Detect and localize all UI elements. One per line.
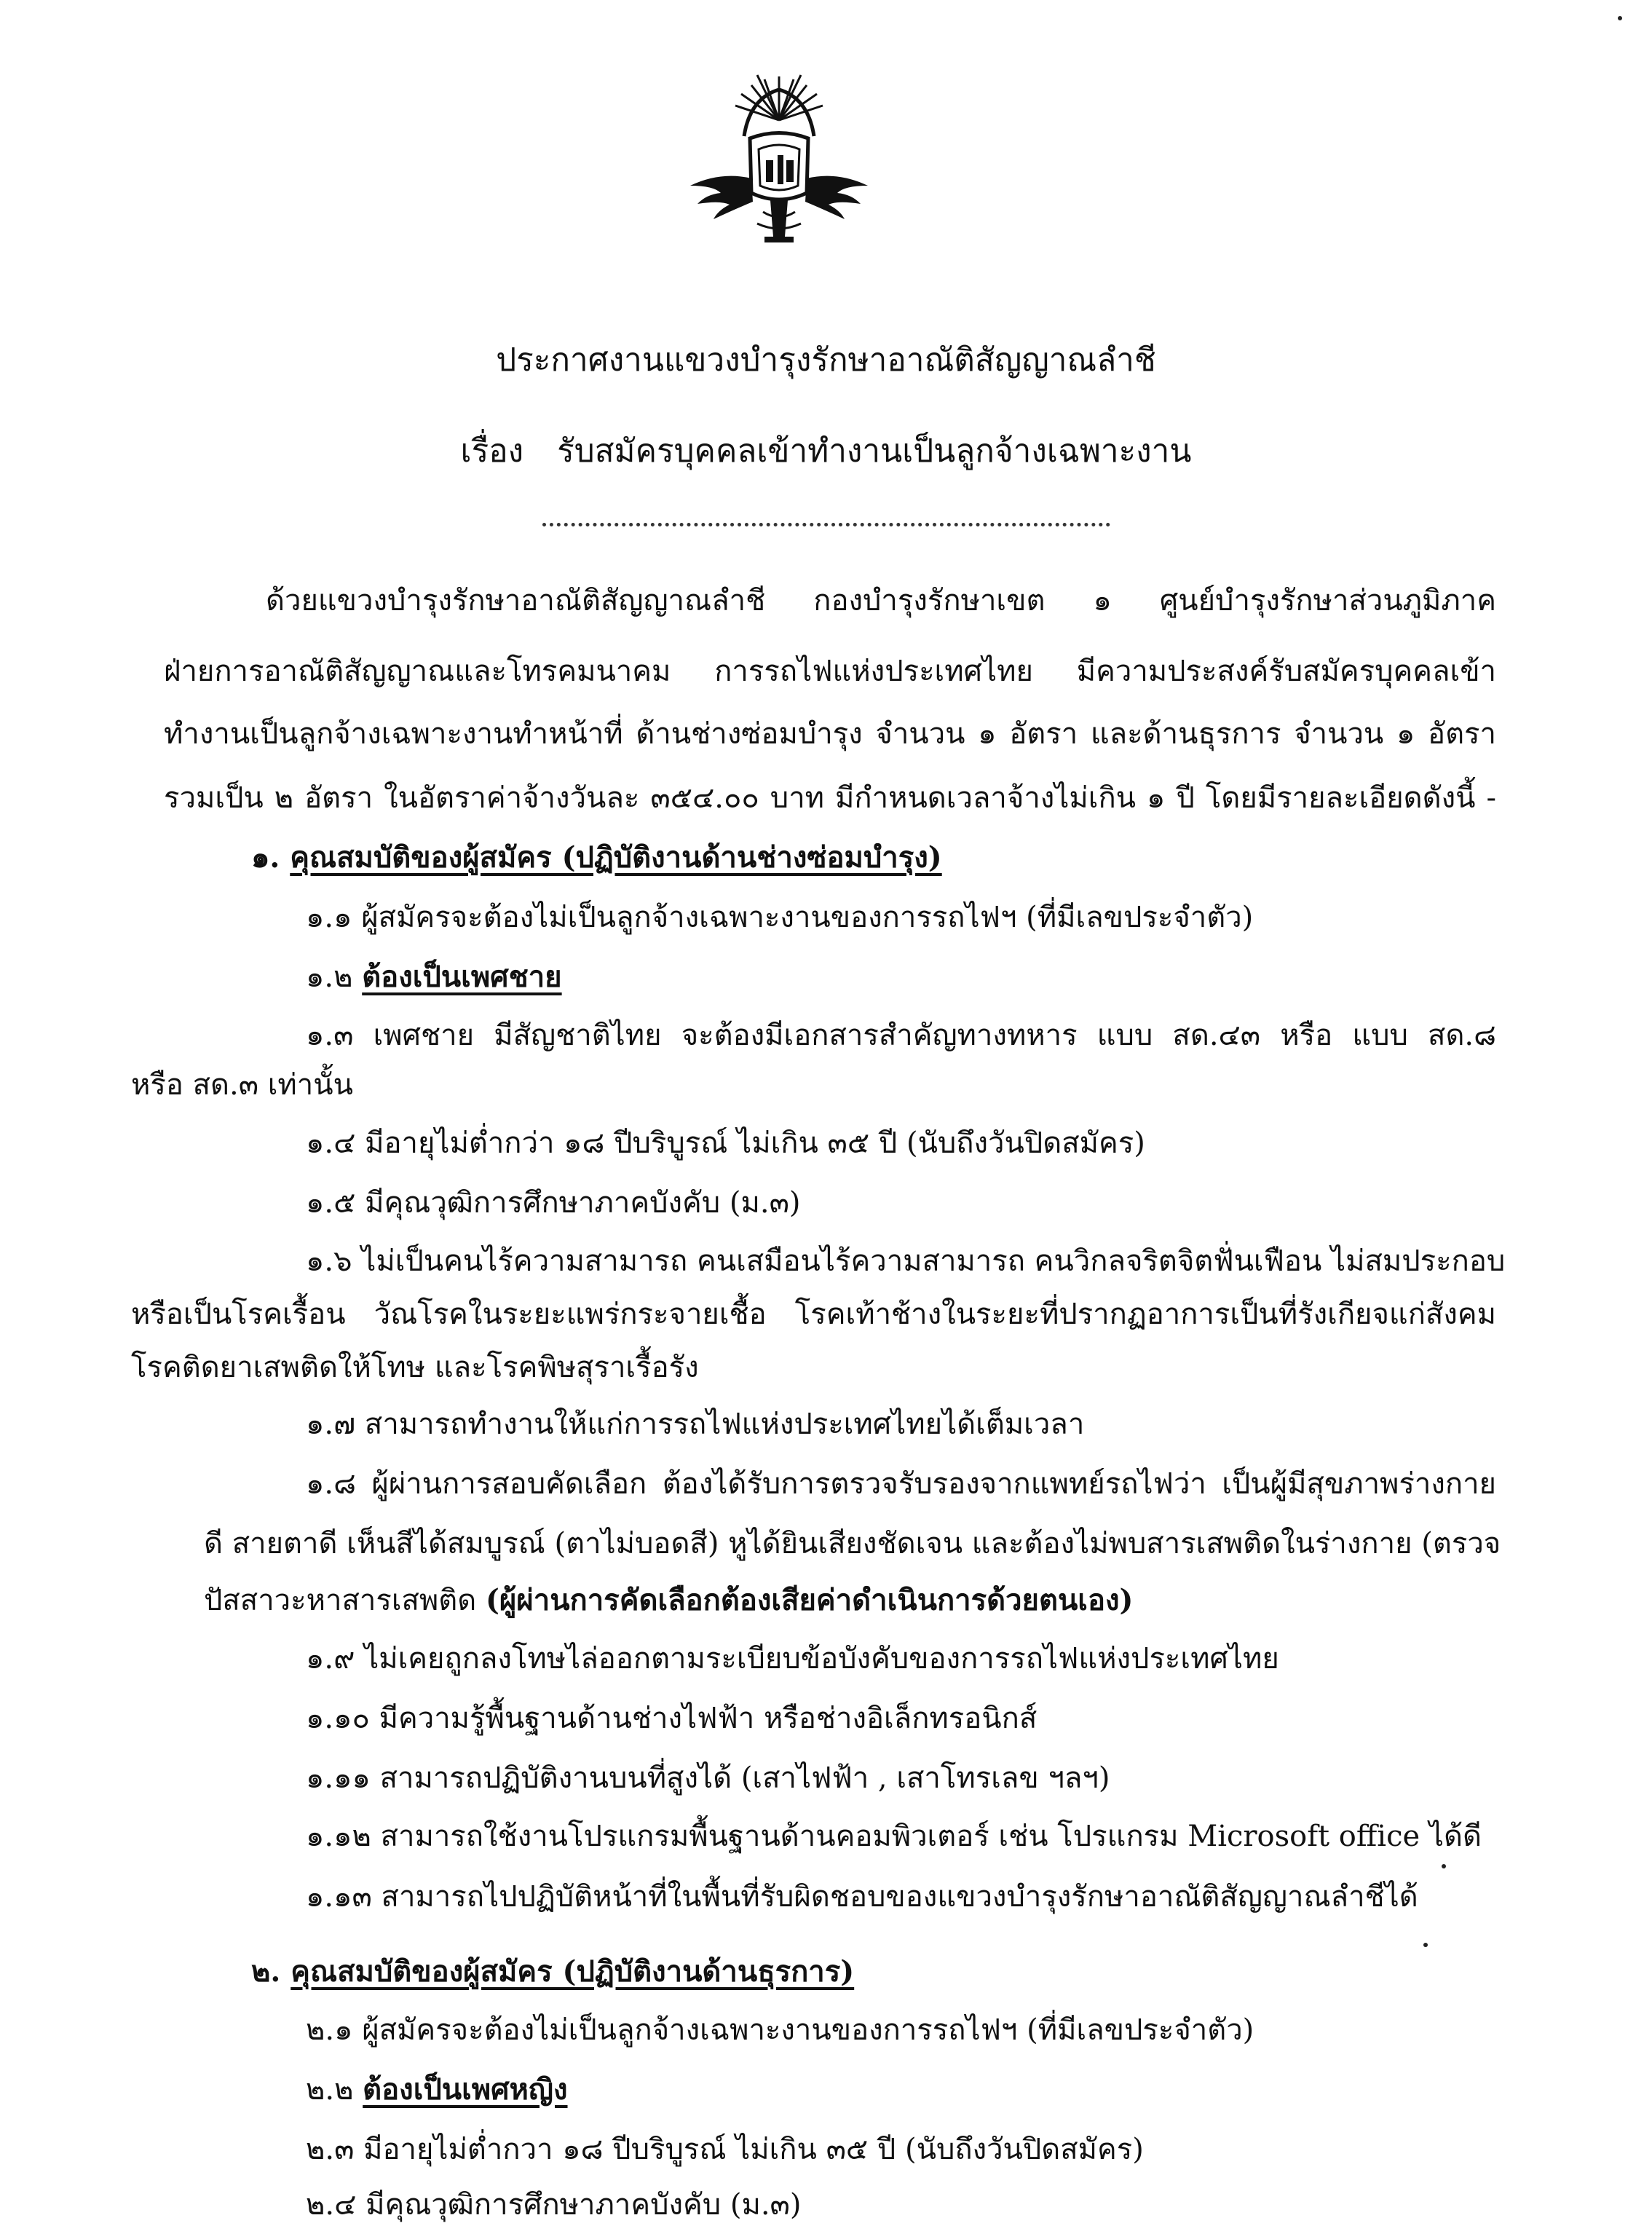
intro-line-2: ฝ่ายการอาณัติสัญญาณและโทรคมนาคม การรถไฟแห่งประเทศไทย มีความประสงค์รับสมัครบุคคลเข้า bbox=[164, 655, 1496, 688]
announcement-subject bbox=[0, 430, 1652, 473]
section-1-number: ๑. bbox=[251, 840, 280, 875]
intro-line-1: ด้วยแขวงบำรุงรักษาอาณัติสัญญาณลำชี กองบำรุงรักษาเขต ๑ ศูนย์บำรุงรักษาส่วนภูมิภาค bbox=[266, 584, 1496, 617]
item-1-12: ๑.๑๒ สามารถใช้งานโปรแกรมพื้นฐานด้านคอมพิวเตอร์ เช่น โปรแกรม Microsoft office ได้ดี bbox=[306, 1820, 1482, 1853]
subject-label: เรื่อง bbox=[460, 433, 524, 470]
item-1-8-plain-text: ปัสสาวะหาสารเสพติด bbox=[204, 1584, 477, 1617]
item-1-8-line-3 bbox=[204, 1579, 1133, 1622]
item-1-5: ๑.๕ มีคุณวุฒิการศึกษาภาคบังคับ (ม.๓) bbox=[306, 1186, 801, 1220]
item-2-2-number: ๒.๒ bbox=[306, 2073, 354, 2107]
item-2-2 bbox=[306, 2068, 568, 2112]
item-1-6-line-2: หรือเป็นโรคเรื้อน วัณโรคในระยะแพร่กระจายเชื้อ โรคเท้าช้างในระยะที่ปรากฏอาการเป็นที่รังเกียจแก่สังคม bbox=[131, 1298, 1496, 1331]
subject-text: รับสมัครบุคคลเข้าทำงานเป็นลูกจ้างเฉพาะงาน bbox=[557, 433, 1192, 470]
item-1-2 bbox=[306, 955, 562, 999]
scan-speck bbox=[1423, 1943, 1428, 1947]
item-1-8-line-1: ๑.๘ ผู้ผ่านการสอบคัดเลือก ต้องได้รับการตรวจรับรองจากแพทย์รถไฟว่า เป็นผู้มีสุขภาพร่างกาย bbox=[306, 1467, 1496, 1501]
scan-speck bbox=[1442, 1864, 1446, 1868]
item-1-8-bold-note: (ผู้ผ่านการคัดเลือกต้องเสียค่าดำเนินการด้วยตนเอง) bbox=[485, 1583, 1134, 1617]
item-1-10: ๑.๑๐ มีความรู้พื้นฐานด้านช่างไฟฟ้า หรือช่างอิเล็กทรอนิกส์ bbox=[306, 1702, 1038, 1735]
dotted-divider bbox=[542, 523, 1110, 526]
item-1-3-line-2: หรือ สด.๓ เท่านั้น bbox=[131, 1068, 353, 1102]
section-1-heading-text: คุณสมบัติของผู้สมัคร (ปฏิบัติงานด้านช่างซ่อมบำรุง) bbox=[290, 840, 942, 875]
item-2-2-text: ต้องเป็นเพศหญิง bbox=[363, 2072, 568, 2107]
item-1-6-line-3: โรคติดยาเสพติดให้โทษ และโรคพิษสุราเรื้อรัง bbox=[131, 1351, 699, 1384]
item-1-3-line-1: ๑.๓ เพศชาย มีสัญชาติไทย จะต้องมีเอกสารสำคัญทางทหาร แบบ สด.๔๓ หรือ แบบ สด.๘ bbox=[306, 1019, 1496, 1052]
item-1-11: ๑.๑๑ สามารถปฏิบัติงานบนที่สูงได้ (เสาไฟฟ้า , เสาโทรเลข ฯลฯ) bbox=[306, 1761, 1110, 1795]
item-1-6-line-1: ๑.๖ ไม่เป็นคนไร้ความสามารถ คนเสมือนไร้ความสามารถ คนวิกลจริตจิตฟั่นเฟือน ไม่สมประกอบ bbox=[306, 1244, 1506, 1278]
item-1-7: ๑.๗ สามารถทำงานให้แก่การรถไฟแห่งประเทศไทยได้เต็มเวลา bbox=[306, 1408, 1085, 1441]
item-1-8-line-2: ดี สายตาดี เห็นสีได้สมบูรณ์ (ตาไม่บอดสี) หูได้ยินเสียงชัดเจน และต้องไม่พบสารเสพติดในร่างกาย (ตรวจ bbox=[204, 1527, 1501, 1560]
item-1-1: ๑.๑ ผู้สมัครจะต้องไม่เป็นลูกจ้างเฉพาะงานของการรถไฟฯ (ที่มีเลขประจำตัว) bbox=[306, 901, 1254, 934]
item-1-9: ๑.๙ ไม่เคยถูกลงโทษไล่ออกตามระเบียบข้อบังคับของการรถไฟแห่งประเทศไทย bbox=[306, 1642, 1279, 1676]
item-1-4: ๑.๔ มีอายุไม่ต่ำกว่า ๑๘ ปีบริบูรณ์ ไม่เกิน ๓๕ ปี (นับถึงวันปิดสมัคร) bbox=[306, 1126, 1145, 1160]
state-railway-of-thailand-emblem-icon bbox=[677, 69, 881, 262]
item-2-1: ๒.๑ ผู้สมัครจะต้องไม่เป็นลูกจ้างเฉพาะงานของการรถไฟฯ (ที่มีเลขประจำตัว) bbox=[306, 2013, 1254, 2047]
section-2-heading-text: คุณสมบัติของผู้สมัคร (ปฏิบัติงานด้านธุรการ) bbox=[291, 1954, 855, 1989]
item-1-13: ๑.๑๓ สามารถไปปฏิบัติหน้าที่ในพื้นที่รับผิดชอบของแขวงบำรุงรักษาอาณัติสัญญาณลำชีได้ bbox=[306, 1880, 1418, 1914]
intro-line-3: ทำงานเป็นลูกจ้างเฉพาะงานทำหน้าที่ ด้านช่างซ่อมบำรุง จำนวน ๑ อัตรา และด้านธุรการ จำนวน ๑ อัตรา bbox=[164, 717, 1496, 751]
section-1-heading bbox=[251, 836, 942, 880]
intro-line-4: รวมเป็น ๒ อัตรา ในอัตราค่าจ้างวันละ ๓๕๔.๐๐ บาท มีกำหนดเวลาจ้างไม่เกิน ๑ ปี โดยมีรายละเอียดดังนี้ - bbox=[164, 781, 1496, 815]
section-2-number: ๒. bbox=[251, 1954, 281, 1989]
item-1-2-number: ๑.๒ bbox=[306, 960, 353, 994]
item-2-3: ๒.๓ มีอายุไม่ต่ำกวา ๑๘ ปีบริบูรณ์ ไม่เกิน ๓๕ ปี (นับถึงวันปิดสมัคร) bbox=[306, 2133, 1144, 2166]
announcement-title: ประกาศงานแขวงบำรุงรักษาอาณัติสัญญาณลำชี bbox=[496, 342, 1156, 379]
item-2-4: ๒.๔ มีคุณวุฒิการศึกษาภาคบังคับ (ม.๓) bbox=[306, 2188, 802, 2222]
section-2-heading bbox=[251, 1950, 854, 1994]
item-1-2-text: ต้องเป็นเพศชาย bbox=[362, 960, 562, 994]
scan-speck bbox=[1618, 16, 1622, 20]
